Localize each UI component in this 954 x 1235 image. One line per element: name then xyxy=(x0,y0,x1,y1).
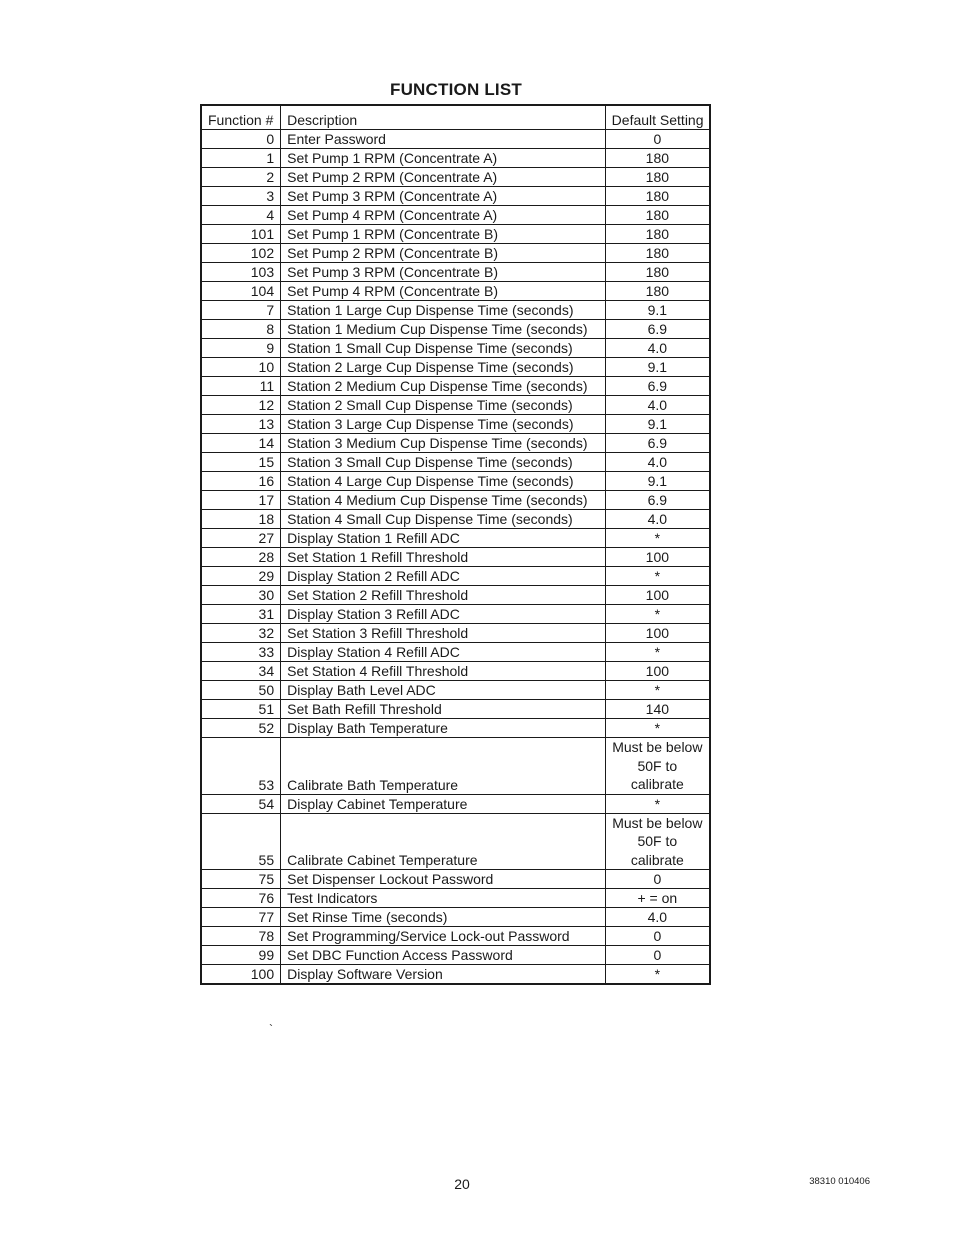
default-setting-cell: 6.9 xyxy=(605,491,710,510)
default-setting-cell: 180 xyxy=(605,168,710,187)
function-number-cell: 27 xyxy=(201,529,281,548)
description-cell: Set Pump 2 RPM (Concentrate B) xyxy=(281,244,606,263)
function-number-cell: 29 xyxy=(201,567,281,586)
default-setting-cell: 4.0 xyxy=(605,396,710,415)
description-cell: Calibrate Bath Temperature xyxy=(281,738,606,795)
table-row xyxy=(201,908,710,927)
description-cell: Set Dispenser Lockout Password xyxy=(281,870,606,889)
default-setting-cell: 180 xyxy=(605,187,710,206)
description-cell: Display Station 2 Refill ADC xyxy=(281,567,606,586)
default-setting-cell: * xyxy=(605,794,710,813)
description-cell: Set Pump 3 RPM (Concentrate A) xyxy=(281,187,606,206)
table-row xyxy=(201,643,710,662)
default-setting-cell: 9.1 xyxy=(605,472,710,491)
table-row xyxy=(201,225,710,244)
description-cell: Station 1 Large Cup Dispense Time (seconds) xyxy=(281,301,606,320)
table-row xyxy=(201,965,710,985)
table-row xyxy=(201,624,710,643)
description-cell: Display Software Version xyxy=(281,965,606,985)
function-number-cell: 99 xyxy=(201,946,281,965)
stray-mark: ` xyxy=(269,1022,273,1036)
description-cell: Enter Password xyxy=(281,130,606,149)
description-cell: Station 3 Small Cup Dispense Time (seconds) xyxy=(281,453,606,472)
description-cell: Set Station 3 Refill Threshold xyxy=(281,624,606,643)
description-cell: Set Pump 4 RPM (Concentrate B) xyxy=(281,282,606,301)
table-row xyxy=(201,396,710,415)
function-number-cell: 75 xyxy=(201,870,281,889)
function-number-cell: 31 xyxy=(201,605,281,624)
function-number-cell: 76 xyxy=(201,889,281,908)
default-setting-cell: 180 xyxy=(605,149,710,168)
function-number-cell: 53 xyxy=(201,738,281,795)
default-setting-cell: Must be below 50F to calibrate xyxy=(605,738,710,795)
table-row xyxy=(201,548,710,567)
description-cell: Display Bath Temperature xyxy=(281,719,606,738)
description-cell: Station 3 Medium Cup Dispense Time (seconds) xyxy=(281,434,606,453)
function-number-cell: 1 xyxy=(201,149,281,168)
description-cell: Station 4 Medium Cup Dispense Time (seconds) xyxy=(281,491,606,510)
default-setting-cell: 180 xyxy=(605,244,710,263)
table-row xyxy=(201,794,710,813)
description-cell: Station 4 Large Cup Dispense Time (seconds) xyxy=(281,472,606,491)
table-row xyxy=(201,681,710,700)
function-number-cell: 2 xyxy=(201,168,281,187)
table-row xyxy=(201,472,710,491)
default-setting-cell: Must be below 50F to calibrate xyxy=(605,813,710,870)
function-number-cell: 32 xyxy=(201,624,281,643)
description-cell: Set Rinse Time (seconds) xyxy=(281,908,606,927)
table-row xyxy=(201,415,710,434)
header-description: Description xyxy=(281,105,606,130)
default-setting-cell: 180 xyxy=(605,263,710,282)
description-cell: Set Pump 4 RPM (Concentrate A) xyxy=(281,206,606,225)
function-number-cell: 28 xyxy=(201,548,281,567)
table-row xyxy=(201,149,710,168)
function-list-table xyxy=(200,104,711,985)
table-row xyxy=(201,339,710,358)
function-number-cell: 77 xyxy=(201,908,281,927)
function-number-cell: 18 xyxy=(201,510,281,529)
default-setting-cell: 4.0 xyxy=(605,510,710,529)
function-number-cell: 55 xyxy=(201,813,281,870)
table-row xyxy=(201,244,710,263)
table-row xyxy=(201,927,710,946)
function-number-cell: 3 xyxy=(201,187,281,206)
description-cell: Display Station 4 Refill ADC xyxy=(281,643,606,662)
default-setting-cell: 100 xyxy=(605,662,710,681)
description-cell: Set Pump 1 RPM (Concentrate A) xyxy=(281,149,606,168)
description-cell: Calibrate Cabinet Temperature xyxy=(281,813,606,870)
description-cell: Display Cabinet Temperature xyxy=(281,794,606,813)
table-header-row xyxy=(201,105,710,130)
default-setting-cell: 140 xyxy=(605,700,710,719)
function-number-cell: 30 xyxy=(201,586,281,605)
default-setting-cell: 100 xyxy=(605,586,710,605)
table-row xyxy=(201,453,710,472)
function-number-cell: 101 xyxy=(201,225,281,244)
default-setting-cell: + = on xyxy=(605,889,710,908)
table-body xyxy=(201,130,710,985)
default-setting-cell: 9.1 xyxy=(605,358,710,377)
function-number-cell: 14 xyxy=(201,434,281,453)
table-row xyxy=(201,586,710,605)
default-setting-cell: 100 xyxy=(605,624,710,643)
description-cell: Set Bath Refill Threshold xyxy=(281,700,606,719)
function-number-cell: 16 xyxy=(201,472,281,491)
default-setting-cell: 180 xyxy=(605,282,710,301)
table-row xyxy=(201,605,710,624)
description-cell: Station 2 Large Cup Dispense Time (seconds) xyxy=(281,358,606,377)
default-setting-cell: * xyxy=(605,529,710,548)
table-row xyxy=(201,301,710,320)
default-setting-cell: 4.0 xyxy=(605,908,710,927)
function-number-cell: 0 xyxy=(201,130,281,149)
description-cell: Test Indicators xyxy=(281,889,606,908)
function-number-cell: 50 xyxy=(201,681,281,700)
function-number-cell: 52 xyxy=(201,719,281,738)
table-row xyxy=(201,510,710,529)
table-row xyxy=(201,700,710,719)
function-number-cell: 9 xyxy=(201,339,281,358)
description-cell: Display Bath Level ADC xyxy=(281,681,606,700)
description-cell: Station 1 Medium Cup Dispense Time (seconds) xyxy=(281,320,606,339)
function-number-cell: 51 xyxy=(201,700,281,719)
document-code: 38310 010406 xyxy=(809,1176,870,1187)
table-row xyxy=(201,187,710,206)
default-setting-cell: 6.9 xyxy=(605,377,710,396)
description-cell: Set Pump 2 RPM (Concentrate A) xyxy=(281,168,606,187)
function-list-table-container xyxy=(200,104,711,985)
default-setting-cell: 0 xyxy=(605,927,710,946)
description-cell: Set Pump 3 RPM (Concentrate B) xyxy=(281,263,606,282)
description-cell: Set Station 1 Refill Threshold xyxy=(281,548,606,567)
default-setting-cell: 4.0 xyxy=(605,453,710,472)
function-number-cell: 13 xyxy=(201,415,281,434)
default-setting-cell: 0 xyxy=(605,130,710,149)
default-setting-cell: * xyxy=(605,965,710,985)
table-row xyxy=(201,206,710,225)
description-cell: Display Station 3 Refill ADC xyxy=(281,605,606,624)
function-number-cell: 10 xyxy=(201,358,281,377)
description-cell: Set Station 4 Refill Threshold xyxy=(281,662,606,681)
table-row xyxy=(201,738,710,795)
description-cell: Station 1 Small Cup Dispense Time (seconds) xyxy=(281,339,606,358)
description-cell: Station 2 Small Cup Dispense Time (seconds) xyxy=(281,396,606,415)
default-setting-cell: 100 xyxy=(605,548,710,567)
table-row xyxy=(201,719,710,738)
description-cell: Display Station 1 Refill ADC xyxy=(281,529,606,548)
default-setting-cell: * xyxy=(605,605,710,624)
function-number-cell: 104 xyxy=(201,282,281,301)
function-number-cell: 33 xyxy=(201,643,281,662)
default-setting-cell: 6.9 xyxy=(605,320,710,339)
default-setting-cell: * xyxy=(605,567,710,586)
function-number-cell: 11 xyxy=(201,377,281,396)
table-row xyxy=(201,662,710,681)
function-number-cell: 78 xyxy=(201,927,281,946)
default-setting-cell: 9.1 xyxy=(605,415,710,434)
function-number-cell: 100 xyxy=(201,965,281,985)
table-row xyxy=(201,434,710,453)
default-setting-cell: 4.0 xyxy=(605,339,710,358)
table-row xyxy=(201,491,710,510)
function-number-cell: 102 xyxy=(201,244,281,263)
table-row xyxy=(201,282,710,301)
default-setting-cell: 0 xyxy=(605,870,710,889)
function-number-cell: 4 xyxy=(201,206,281,225)
description-cell: Station 2 Medium Cup Dispense Time (seconds) xyxy=(281,377,606,396)
function-number-cell: 103 xyxy=(201,263,281,282)
description-cell: Set Station 2 Refill Threshold xyxy=(281,586,606,605)
function-number-cell: 17 xyxy=(201,491,281,510)
default-setting-cell: * xyxy=(605,681,710,700)
default-setting-cell: 9.1 xyxy=(605,301,710,320)
description-cell: Station 4 Small Cup Dispense Time (seconds) xyxy=(281,510,606,529)
default-setting-cell: 6.9 xyxy=(605,434,710,453)
description-cell: Set Pump 1 RPM (Concentrate B) xyxy=(281,225,606,244)
header-function-number: Function # xyxy=(201,105,281,130)
description-cell: Station 3 Large Cup Dispense Time (seconds) xyxy=(281,415,606,434)
default-setting-cell: * xyxy=(605,719,710,738)
table-row xyxy=(201,567,710,586)
header-default-setting: Default Setting xyxy=(605,105,710,130)
description-cell: Set DBC Function Access Password xyxy=(281,946,606,965)
function-number-cell: 34 xyxy=(201,662,281,681)
table-row xyxy=(201,168,710,187)
table-row xyxy=(201,377,710,396)
page-title: FUNCTION LIST xyxy=(390,80,522,99)
table-row xyxy=(201,946,710,965)
default-setting-cell: * xyxy=(605,643,710,662)
table-row xyxy=(201,358,710,377)
table-row xyxy=(201,529,710,548)
default-setting-cell: 180 xyxy=(605,206,710,225)
function-number-cell: 12 xyxy=(201,396,281,415)
table-row xyxy=(201,320,710,339)
function-number-cell: 15 xyxy=(201,453,281,472)
page-number: 20 xyxy=(454,1176,470,1192)
table-row xyxy=(201,870,710,889)
description-cell: Set Programming/Service Lock-out Password xyxy=(281,927,606,946)
function-number-cell: 7 xyxy=(201,301,281,320)
table-row xyxy=(201,813,710,870)
function-number-cell: 54 xyxy=(201,794,281,813)
default-setting-cell: 180 xyxy=(605,225,710,244)
default-setting-cell: 0 xyxy=(605,946,710,965)
table-row xyxy=(201,130,710,149)
function-number-cell: 8 xyxy=(201,320,281,339)
table-row xyxy=(201,263,710,282)
table-row xyxy=(201,889,710,908)
